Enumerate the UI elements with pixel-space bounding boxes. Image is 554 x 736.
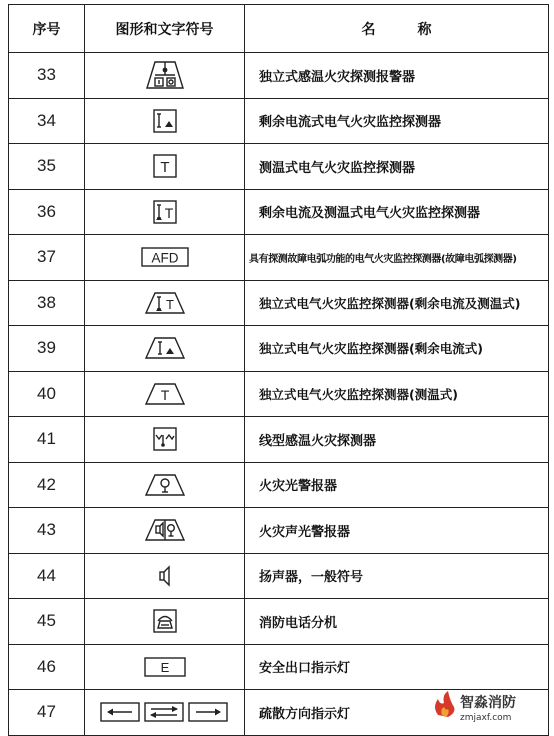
row-number: 34 <box>9 98 85 144</box>
symbol-table <box>8 4 549 736</box>
afd-box-icon <box>140 246 190 268</box>
standalone-residual-detector-icon <box>143 335 187 361</box>
row-symbol <box>85 371 245 417</box>
row-symbol <box>85 144 245 190</box>
table-row <box>9 53 549 99</box>
row-name: 火灾声光警报器 <box>245 508 549 554</box>
row-number: 44 <box>9 553 85 599</box>
safety-exit-sign-icon <box>143 656 187 678</box>
row-number: 45 <box>9 599 85 645</box>
row-number: 40 <box>9 371 85 417</box>
symbol-table-sheet <box>8 4 548 736</box>
symbol-letter-e: E <box>160 659 169 675</box>
fire-light-alarm-icon <box>143 472 187 498</box>
row-name: 火灾光警报器 <box>245 462 549 508</box>
row-symbol <box>85 189 245 235</box>
row-symbol <box>85 417 245 463</box>
row-name: 剩余电流及测温式电气火灾监控探测器 <box>245 189 549 235</box>
row-name: 测温式电气火灾监控探测器 <box>245 144 549 190</box>
row-number: 35 <box>9 144 85 190</box>
row-symbol <box>85 326 245 372</box>
row-name: 线型感温火灾探测器 <box>245 417 549 463</box>
zhimiao-fire-logo-icon <box>435 691 454 717</box>
row-number: 37 <box>9 235 85 281</box>
table-row <box>9 189 549 235</box>
evacuation-direction-sign-icon <box>99 700 231 724</box>
table-row <box>9 326 549 372</box>
row-number: 46 <box>9 644 85 690</box>
standalone-smoke-temp-detector-icon <box>143 59 187 91</box>
watermark-url: zmjaxf.com <box>460 713 512 723</box>
row-symbol <box>85 690 245 736</box>
symbol-letter-t: T <box>164 204 173 221</box>
header-no: 序号 <box>9 5 85 53</box>
fire-telephone-extension-icon <box>152 608 178 634</box>
table-header-row <box>9 5 549 53</box>
row-symbol <box>85 53 245 99</box>
row-symbol <box>85 644 245 690</box>
table-row <box>9 371 549 417</box>
row-number: 39 <box>9 326 85 372</box>
table-row <box>9 144 549 190</box>
residual-current-detector-icon <box>152 108 178 134</box>
row-name: 疏散方向指示灯 <box>245 690 549 736</box>
residual-current-temp-detector-icon <box>152 199 178 225</box>
watermark-brand: 智淼消防 <box>460 695 516 711</box>
row-number: 38 <box>9 280 85 326</box>
speaker-icon <box>155 565 175 587</box>
row-name: 安全出口指示灯 <box>245 644 549 690</box>
standalone-temp-detector-icon <box>143 381 187 407</box>
temperature-detector-icon <box>152 153 178 179</box>
symbol-afd-text: AFD <box>151 250 178 266</box>
watermark <box>428 687 548 727</box>
row-symbol <box>85 553 245 599</box>
header-symbol: 图形和文字符号 <box>85 5 245 53</box>
table-row <box>9 417 549 463</box>
row-name: 独立式电气火灾监控探测器(测温式) <box>245 371 549 417</box>
row-name: 消防电话分机 <box>245 599 549 645</box>
row-name: 剩余电流式电气火灾监控探测器 <box>245 98 549 144</box>
table-row <box>9 280 549 326</box>
row-symbol <box>85 98 245 144</box>
header-name: 名称 <box>245 5 549 53</box>
row-symbol <box>85 599 245 645</box>
row-name: 扬声器，一般符号 <box>245 553 549 599</box>
row-number: 33 <box>9 53 85 99</box>
symbol-letter-t: T <box>159 159 170 177</box>
row-symbol <box>85 235 245 281</box>
row-name: 独立式电气火灾监控探测器(剩余电流及测温式) <box>245 280 549 326</box>
row-number: 36 <box>9 189 85 235</box>
row-name: 独立式感温火灾探测报警器 <box>245 53 549 99</box>
row-number: 42 <box>9 462 85 508</box>
row-symbol <box>85 462 245 508</box>
row-number: 43 <box>9 508 85 554</box>
row-number: 41 <box>9 417 85 463</box>
row-name: 具有探测故障电弧功能的电气火灾监控探测器(故障电弧探测器) <box>245 235 549 281</box>
table-row <box>9 644 549 690</box>
symbol-letter-t: T <box>160 386 169 403</box>
row-name: 独立式电气火灾监控探测器(剩余电流式) <box>245 326 549 372</box>
standalone-residual-temp-detector-icon <box>143 290 187 316</box>
table-row <box>9 508 549 554</box>
row-symbol <box>85 508 245 554</box>
row-symbol <box>85 280 245 326</box>
symbol-letter-t: T <box>165 296 174 312</box>
fire-sound-light-alarm-icon <box>143 517 187 543</box>
table-row <box>9 235 549 281</box>
table-row <box>9 462 549 508</box>
table-row <box>9 98 549 144</box>
table-row <box>9 599 549 645</box>
row-number: 47 <box>9 690 85 736</box>
table-row <box>9 553 549 599</box>
linear-heat-detector-icon <box>152 426 178 452</box>
